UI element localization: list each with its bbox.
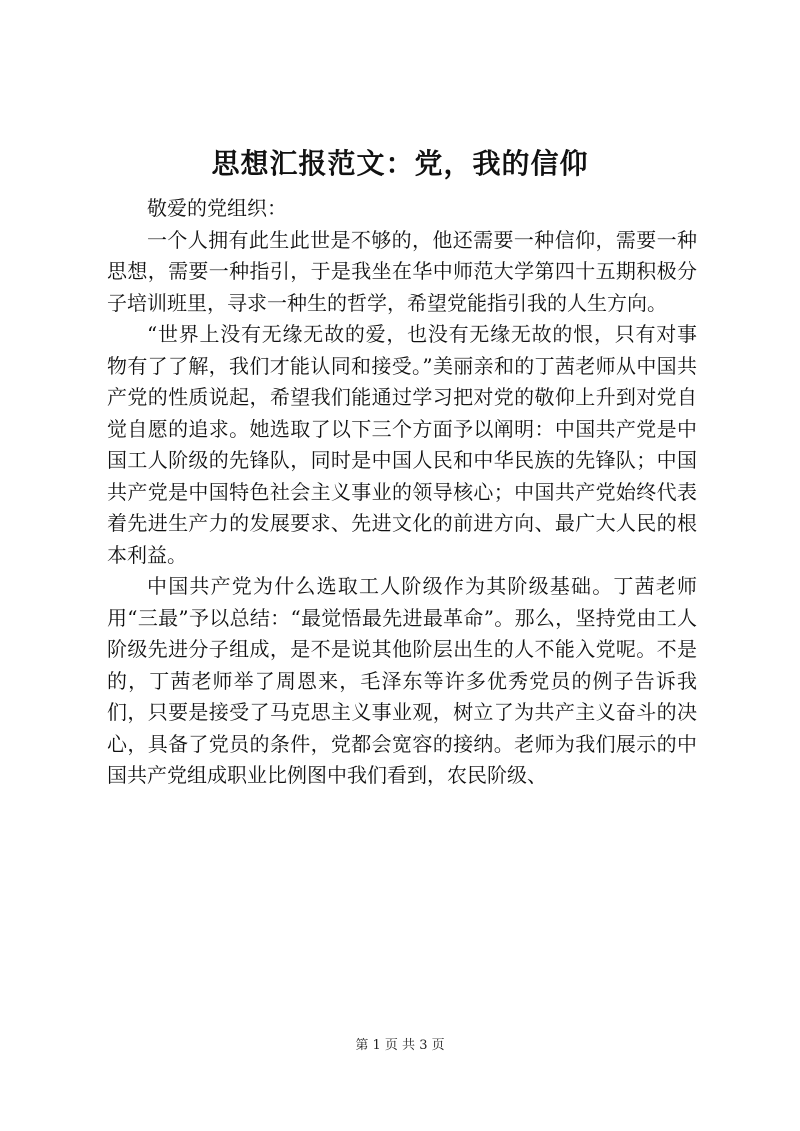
paragraph-3: 中国共产党为什么选取工人阶级作为其阶级基础。丁茜老师用“三最”予以总结：“最觉悟最先进最革命”。那么，坚持党由工人阶级先进分子组成，是不是说其他阶层出生的人不能入党呢。不是的，丁茜老师举了周恩来，毛泽东等许多优秀党员的例子告诉我们，只要是接受了马克思主义事业观，树立了为共产主义奋斗的决心，具备了党员的条件，党都会宽容的接纳。老师为我们展示的中国共产党组成职业比例图中我们看到，农民阶级、 [107,574,697,787]
salutation: 敬爱的党组织： [147,196,287,220]
document-title: 思想汇报范文：党，我的信仰 [211,147,589,180]
page-footer [0,1036,800,1056]
paragraph-1: 一个人拥有此生此世是不够的，他还需要一种信仰，需要一种思想，需要一种指引，于是我坐在华中师范大学第四十五期积极分子培训班里，寻求一种生的哲学，希望党能指引我的人生方向。 [107,227,697,315]
document-body [107,193,697,792]
page-number-label: 第 1 页 共 3 页 [355,1038,445,1053]
paragraph-2: “世界上没有无缘无故的爱，也没有无缘无故的恨，只有对事物有了了解，我们才能认同和接受。”美丽亲和的丁茜老师从中国共产党的性质说起，希望我们能通过学习把对党的敬仰上升到对党自觉自愿的追求。她选取了以下三个方面予以阐明：中国共产党是中国工人阶级的先锋队，同时是中国人民和中华民族的先锋队；中国共产党是中国特色社会主义事业的领导核心；中国共产党始终代表着先进生产力的发展要求、先进文化的前进方向、最广大人民的根本利益。 [107,322,697,567]
